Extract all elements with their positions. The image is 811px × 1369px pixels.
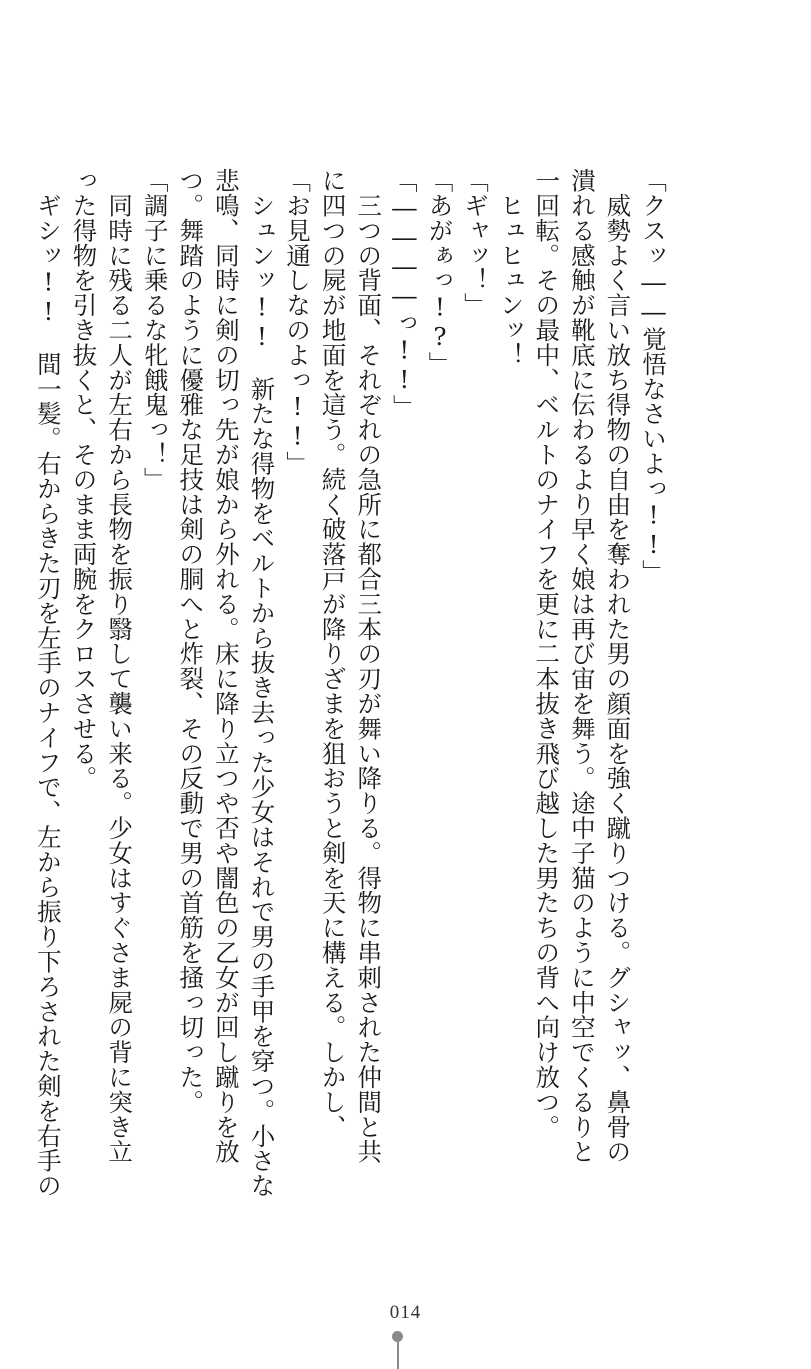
text-line: 「ギャッ！」 <box>461 168 491 318</box>
text-line: 潰れる感触が靴底に伝わるより早く娘は再び宙を舞う。途中子猫のように中空でくるりと <box>567 168 597 1164</box>
page-number: 014 <box>389 1302 422 1323</box>
text-line: 一回転。その最中、ベルトのナイフを更に二本抜き飛び越した男たちの背へ向け放つ。 <box>532 168 562 1140</box>
text-line: 悲鳴、同時に剣の切っ先が娘から外れる。床に降り立つや否や闇色の乙女が回し蹴りを放 <box>211 168 241 1164</box>
text-line: 威勢よく言い放ち得物の自由を奪われた男の顔面を強く蹴りつける。グシャッ、鼻骨の <box>603 168 633 1164</box>
vertical-text-body <box>30 168 671 1288</box>
text-line: 「あがぁっ!?」 <box>425 168 455 377</box>
text-line: 「お見通しなのよっ!!」 <box>283 168 313 476</box>
text-line: 「クスッ――覚悟なさいよっ!!」 <box>639 168 668 585</box>
text-line: ギシッ!! 間一髪。右からきた刃を左手のナイフで、左から振り下ろされた剣を右手の <box>33 168 63 1198</box>
page-ornament-dot <box>392 1331 403 1342</box>
text-line: 同時に残る二人が左右から長物を振り翳して襲い来る。少女はすぐさま屍の背に突き立 <box>105 168 135 1165</box>
text-line: 三つの背面、それぞれの急所に都合三本の刃が舞い降りる。得物に串刺された仲間と共 <box>354 168 384 1164</box>
text-line: 「調子に乗るな牝餓鬼っ！」 <box>140 168 170 492</box>
text-line: シュンッ!! 新たな得物をベルトから抜き去った少女はそれで男の手甲を穿つ。小さな <box>247 168 277 1198</box>
text-line: ヒュヒュンッ！ <box>496 168 526 368</box>
text-line: に四つの屍が地面を這う。続く破落戸が降りざまを狙おうと剣を天に構える。しかし、 <box>318 168 348 1140</box>
page-ornament-line <box>397 1342 399 1369</box>
text-line: つ。舞踏のように優雅な足技は剣の胴へと炸裂、その反動で男の首筋を掻っ切った。 <box>176 168 206 1115</box>
text-line: った得物を引き抜くと、そのまま両腕をクロスさせる。 <box>69 168 99 791</box>
text-line: 「――――っ!!」 <box>389 168 419 420</box>
